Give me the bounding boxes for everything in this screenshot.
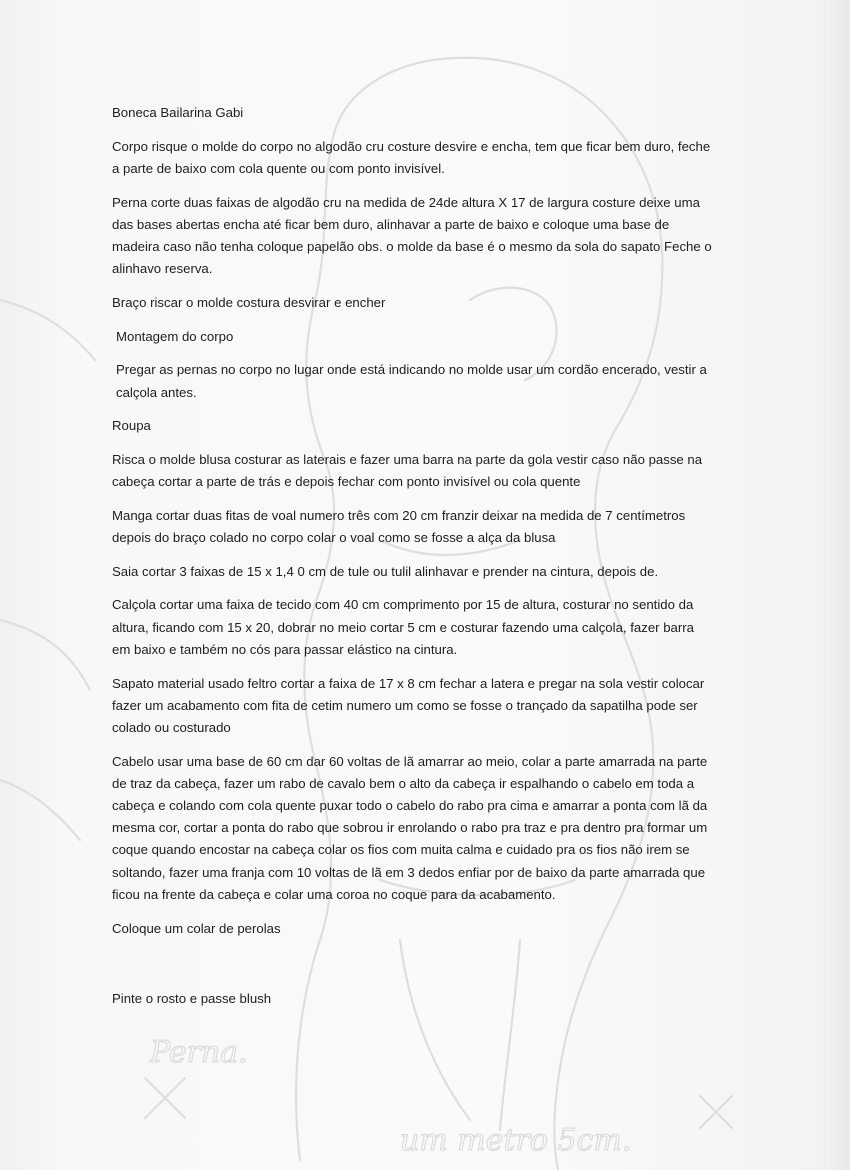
bleed-note-perna: Perna. — [150, 1035, 248, 1070]
pattern-margin-curve — [0, 780, 80, 840]
document-title: Boneca Bailarina Gabi — [112, 105, 244, 120]
paragraph-perna: Perna corte duas faixas de algodão cru na medida de 24de altura X 17 de largura costure deixe uma das bases abertas encha até ficar bem duro, alinhavar a parte de baixo e coloque uma base de madeira caso não tenha coloque papelão obs. o molde da base é o mesmo da sola do sapato Feche o alinhavo reserva. — [112, 194, 712, 277]
paragraph-sapato: Sapato material usado feltro cortar a faixa de 17 x 8 cm fechar a latera e pregar na sola vestir colocar fazer um acabamento com fita de cetim numero um como se fosse o trançado da sapatilha pode ser colado ou costurado — [112, 675, 705, 735]
paragraph-montagem: Pregar as pernas no corpo no lugar onde está indicando no molde usar um cordão encerado, vestir a calçola antes. — [116, 362, 707, 400]
paragraph-colar: Coloque um colar de perolas — [112, 920, 281, 936]
paragraph-rosto: Pinte o rosto e passe blush — [112, 990, 272, 1006]
document-body — [112, 102, 712, 1022]
pattern-margin-curve — [0, 620, 90, 690]
paragraph-braco: Braço riscar o molde costura desvirar e encher — [112, 294, 386, 310]
paragraph-calcola: Calçola cortar uma faixa de tecido com 40 cm comprimento por 15 de altura, costurar no sentido da altura, ficando com 15 x 20, dobrar no meio cortar 5 cm e costurar fazendo uma calçola, fazer barra em baixo e também no cós para passar elástico na cintura. — [112, 597, 695, 657]
bleed-note-medida: um metro 5cm. — [400, 1123, 632, 1158]
pattern-margin-curve — [0, 300, 95, 360]
paragraph-blusa: Risca o molde blusa costurar as laterais e fazer uma barra na parte da gola vestir caso não passe na cabeça cortar a parte de trás e depois fechar com ponto invisível ou cola quente — [112, 451, 703, 490]
pattern-cross — [700, 1096, 732, 1128]
paragraph-corpo: Corpo risque o molde do corpo no algodão cru costure desvire e encha, tem que ficar bem duro, feche a parte de baixo com cola quente ou com ponto invisível. — [112, 138, 711, 176]
heading-roupa: Roupa — [112, 418, 151, 434]
paragraph-cabelo: Cabelo usar uma base de 60 cm dar 60 voltas de lã amarrar ao meio, colar a parte amarrada na parte de traz da cabeça, fazer um rabo de cavalo bem o alto da cabeça ir espalhando o cabelo em toda a cabeça e colando com cola quente puxar todo o cabelo do rabo pra cima e amarrar a ponta com lã da mesma cor, cortar a ponta do rabo que sobrou ir enrolando o rabo pra traz e pra dentro pra formar um coque quando encostar na cabeça colar os fios com muita calma e cuidado pra os fios não irem se soltando, fazer uma franja com 10 voltas de lã em 3 dedos enfiar por de baixo da parte amarrada que ficou na frente da cabeça e colar uma coroa no coque para da acabamento. — [112, 753, 708, 902]
paragraph-manga: Manga cortar duas fitas de voal numero três com 20 cm franzir deixar na medida de 7 centímetros depois do braço colado no corpo colar o voal como se fosse a alça da blusa — [112, 507, 686, 546]
pattern-cross — [145, 1078, 185, 1118]
paragraph-saia: Saia cortar 3 faixas de 15 x 1,4 0 cm de tule ou tulil alinhavar e prender na cintura, depois de. — [112, 563, 659, 579]
heading-montagem: Montagem do corpo — [116, 328, 234, 344]
